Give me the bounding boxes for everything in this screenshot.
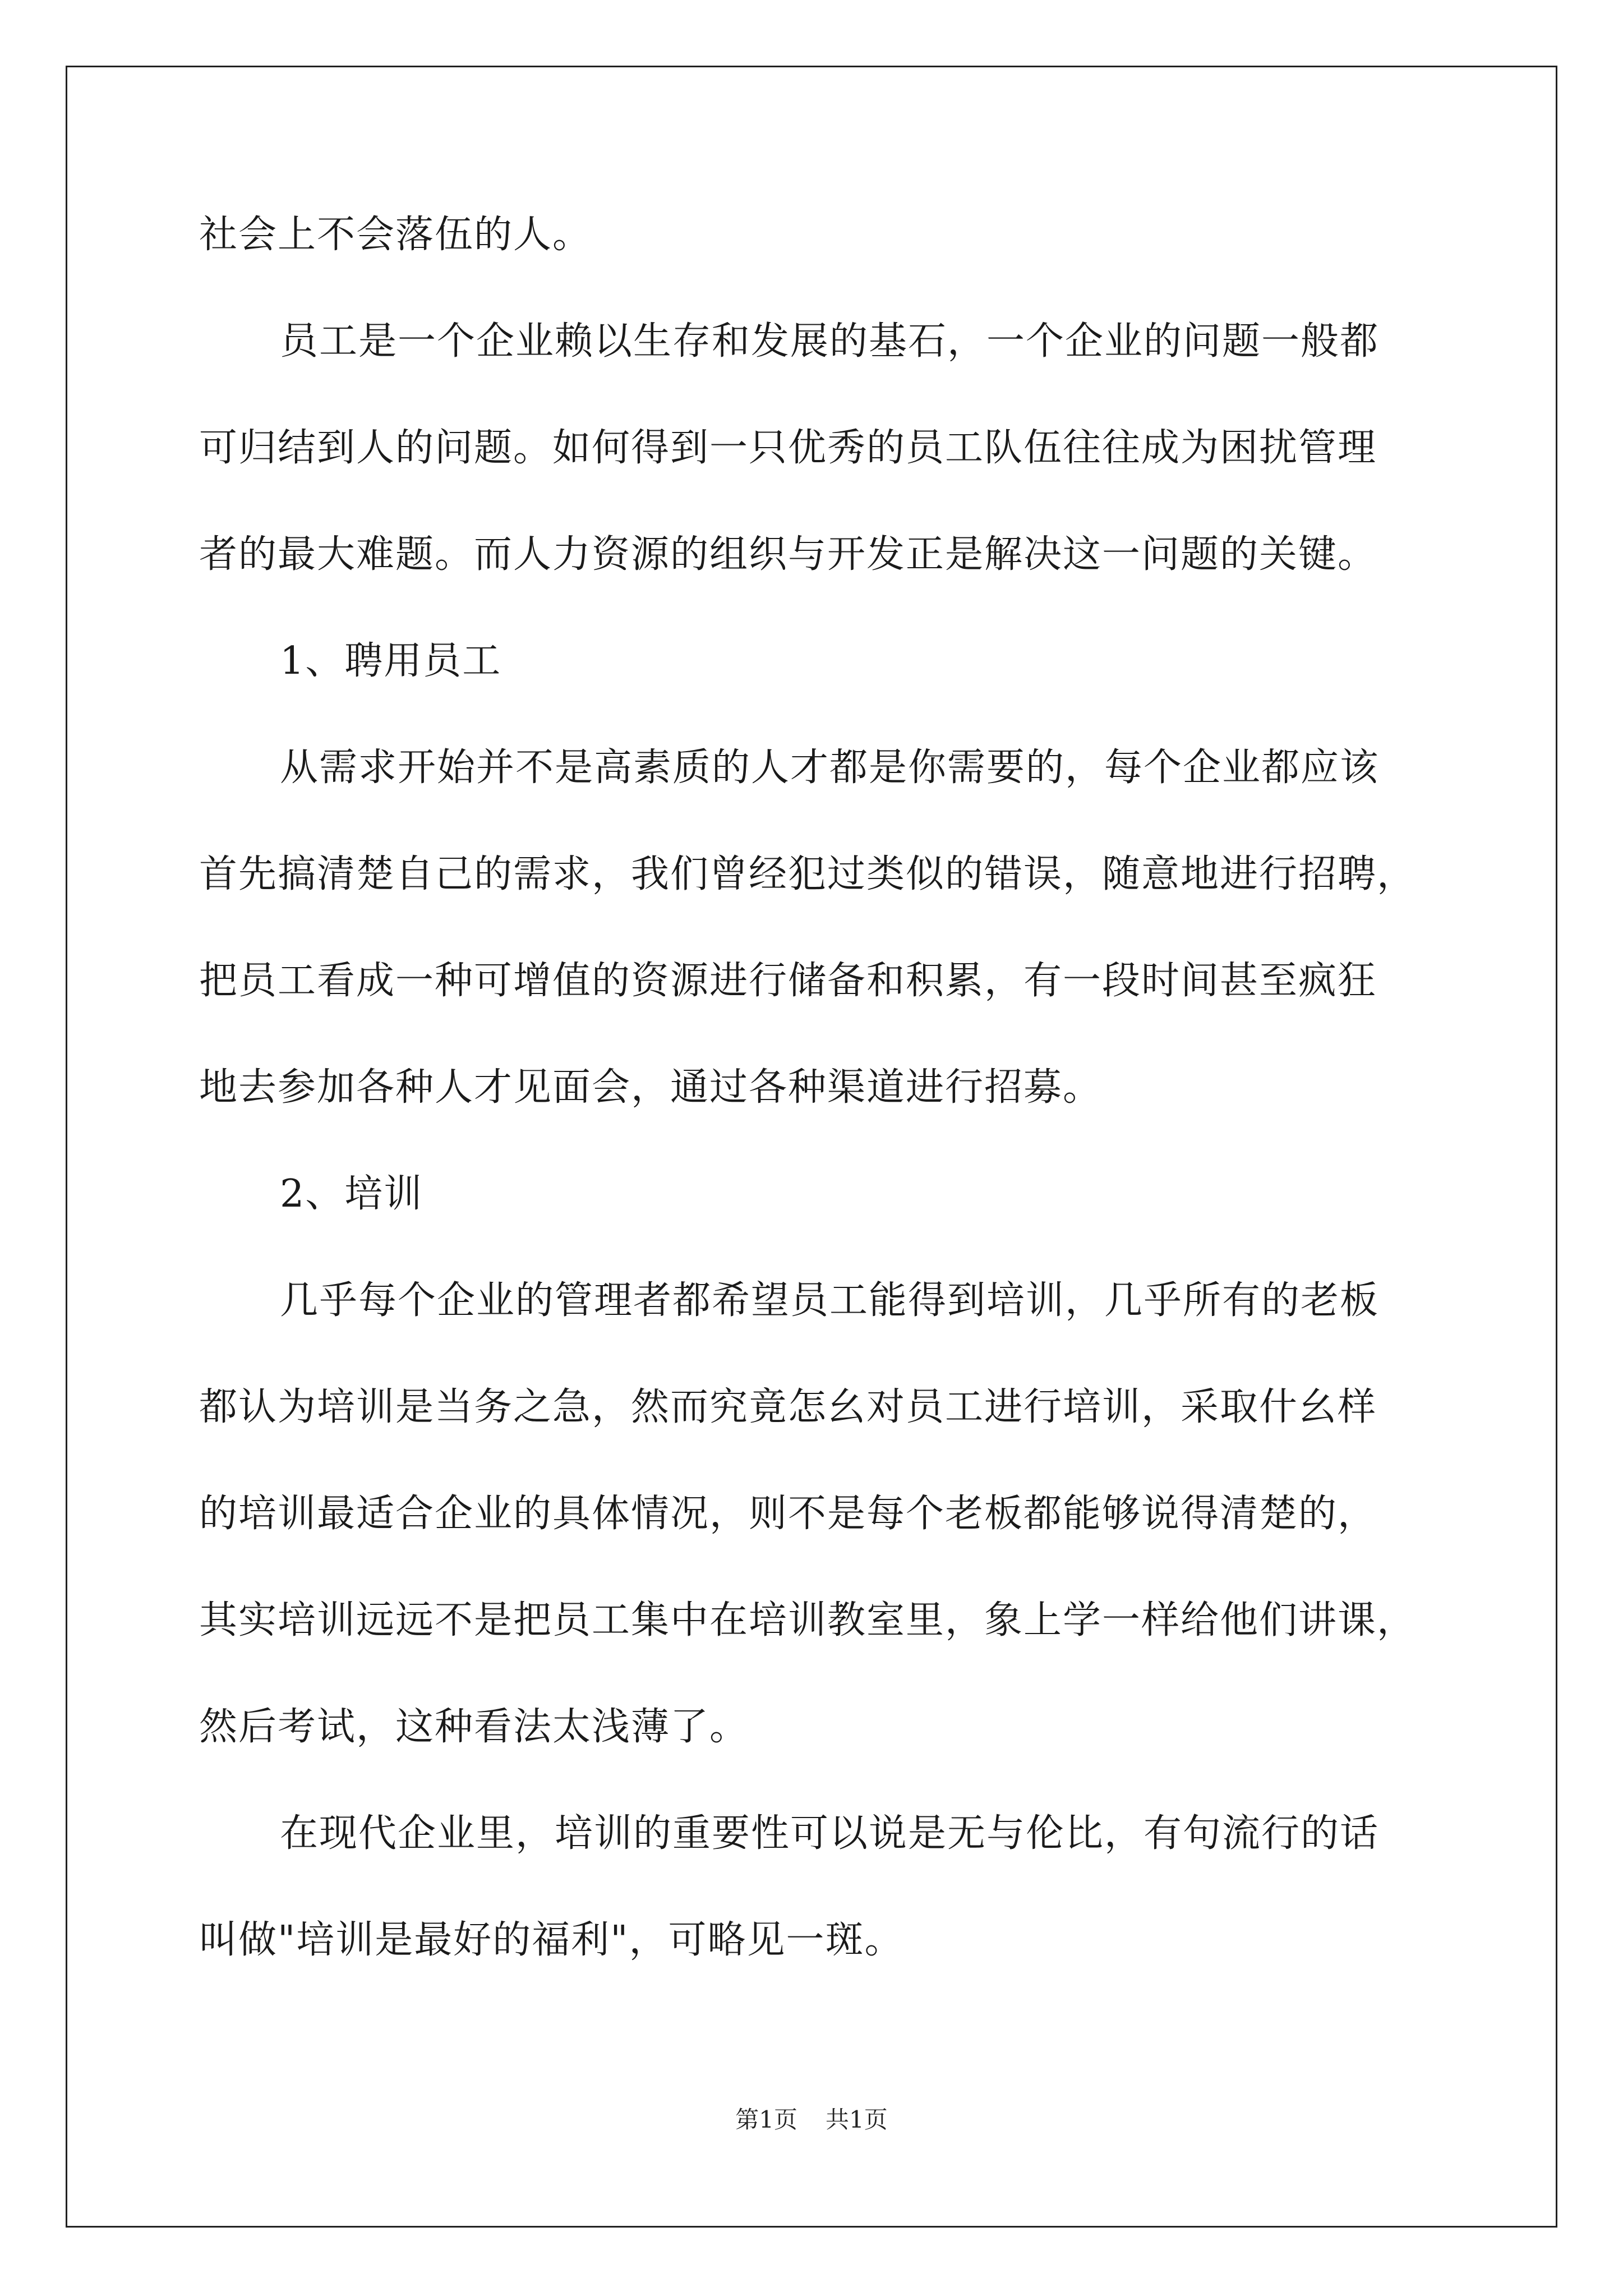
text-line: 叫做"培训是最好的福利"，可略见一斑。	[199, 1918, 904, 1962]
paragraph-line: 从需求开始并不是高素质的人才都是你需要的，每个企业都应该	[280, 746, 1380, 790]
paragraph-line: 几乎每个企业的管理者都希望员工能得到培训，几乎所有的老板	[280, 1278, 1380, 1323]
text-line: 首先搞清楚自己的需求，我们曾经犯过类似的错误，随意地进行招聘，	[199, 852, 1417, 896]
section-heading: 2、培训	[280, 1172, 423, 1216]
text-line: 把员工看成一种可增值的资源进行储备和积累，有一段时间甚至疯狂	[199, 959, 1377, 1003]
text-line: 者的最大难题。而人力资源的组织与开发正是解决这一问题的关键。	[199, 532, 1377, 577]
section-heading: 1、聘用员工	[280, 639, 502, 683]
text-line: 社会上不会落伍的人。	[199, 213, 592, 257]
text-line: 都认为培训是当务之急，然而究竟怎幺对员工进行培训，采取什幺样	[199, 1385, 1377, 1429]
page-number: 第1页	[735, 2106, 797, 2133]
text-line: 的培训最适合企业的具体情况，则不是每个老板都能够说得清楚的，	[199, 1492, 1377, 1536]
page-border	[66, 66, 1557, 2228]
text-line: 其实培训远远不是把员工集中在培训教室里，象上学一样给他们讲课，	[199, 1598, 1417, 1642]
paragraph-line: 在现代企业里，培训的重要性可以说是无与伦比，有句流行的话	[280, 1811, 1380, 1856]
page-total: 共1页	[826, 2106, 888, 2133]
text-line: 可归结到人的问题。如何得到一只优秀的员工队伍往往成为困扰管理	[199, 426, 1377, 470]
text-line: 地去参加各种人才见面会，通过各种渠道进行招募。	[199, 1065, 1103, 1110]
paragraph-line: 员工是一个企业赖以生存和发展的基石，一个企业的问题一般都	[280, 319, 1380, 364]
page-footer	[0, 2108, 1623, 2132]
text-line: 然后考试，这种看法太浅薄了。	[199, 1705, 749, 1749]
